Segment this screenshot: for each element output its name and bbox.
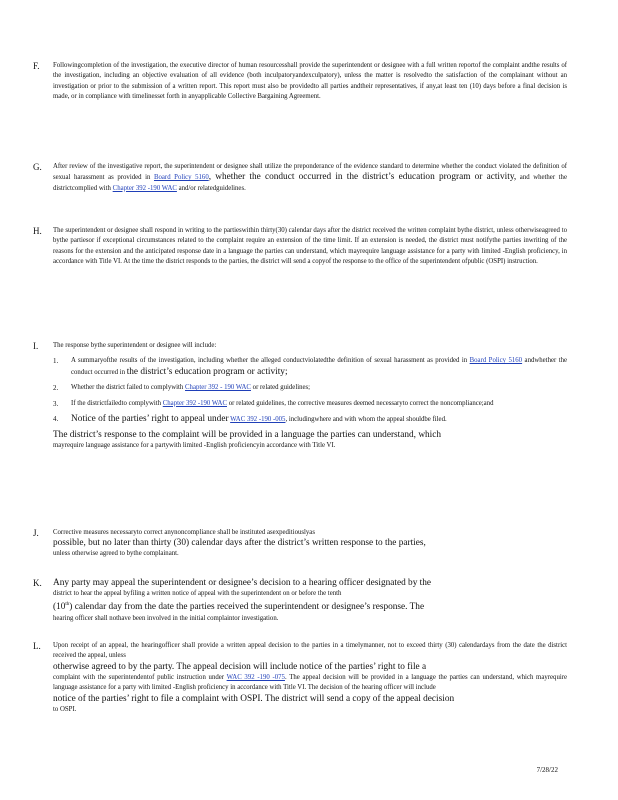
section-g-text-1: After review of the investigative report, the superintendent or designee shall utilize the preponderance of the evidence standard to determine whether the conduct violated the definition of sexual harassment as provided in bbox=[53, 163, 567, 182]
section-f bbox=[33, 61, 567, 103]
section-l-text-5: notice of the parties’ right to file a complaint with OSPI. The district will send a copy of the appeal decision bbox=[53, 693, 455, 704]
section-l-text-6: to OSPI. bbox=[53, 705, 77, 713]
section-i-item-2 bbox=[53, 383, 567, 393]
section-h-text: The superintendent or designee shall respond in writing to the partieswithin thirty(30) calendar days after the district received the written complaint bythe district, unless otherwiseagreed to bythe partiesor if exceptional circumstances related to the complaint require an extension of the time limit. If an extension is needed, the district must notifythe parties inwriting of the reasons for the extension and the anticipated response date in a language the parties can understand, which mayrequire language assistance for a party with limited -English proficiency, in accordance with Title VI. At the time the district responds to the parties, the district will send a copyof the response to the office of the superintendent ofpublic (OSPI) instruction. bbox=[53, 227, 567, 266]
section-i-letter: I. bbox=[33, 341, 39, 351]
section-i-item-1 bbox=[53, 356, 567, 378]
section-k-text-3: (10th) calendar day from the date the parties received the superintendent or designee’s response. The bbox=[53, 602, 425, 613]
board-policy-5160-link[interactable]: Board Policy 5160 bbox=[153, 174, 209, 182]
section-l-text-2: otherwise agreed to by the party. The appeal decision will include notice of the parties’ right to file a bbox=[53, 661, 427, 672]
item-2-text-1: Whether the district failed to complywith bbox=[71, 384, 184, 392]
section-l-text-3: complaint with the superintendentof public instruction under WAC 392 -190 -075. The appeal decision will be provided in a language the parties can understand, which mayrequire language assistance for a party with limited -English proficiency in accordance with Title VI. The decision of the hearing officer will include bbox=[53, 673, 568, 692]
item-1-text-2: andwhether the conduct occurred in bbox=[71, 357, 567, 376]
section-f-text: Followingcompletion of the investigation, the executive director of human resourcesshall provide the superintendent or designee with a full written reportof the complaint andthe results of the investigation, including an objective evaluation of all evidence (both inculpatoryandexculpatory), unless the matter is resolvedto the satisfaction of the complainant without an investigation or prior to the submission of a written report. This report must also be providedto all parties andtheir representatives, if any,at least ten (10) days before a final decision is made, or in compliance with timelinesset forth in anyapplicable Collective Bargaining Agreement. bbox=[53, 62, 567, 101]
section-j-text-3: unless otherwise agreed to bythe complainant. bbox=[53, 550, 179, 558]
item-3-chapter-link[interactable]: Chapter 392 -190 WAC bbox=[162, 399, 227, 407]
section-g-text-4: and/or relatedguidelines. bbox=[178, 184, 246, 192]
section-i-item-3 bbox=[53, 399, 567, 409]
section-l-letter: L. bbox=[33, 641, 41, 651]
item-4-text-1: Notice of the parties’ right to appeal under bbox=[71, 414, 229, 425]
item-3-number: 3. bbox=[53, 399, 59, 408]
section-g-text-3: and whether the districtcomplied with bbox=[53, 174, 567, 192]
section-i bbox=[33, 341, 567, 452]
section-i-closing-2: mayrequire language assistance for a partywith limited -English proficiencyin accordance with Title VI. bbox=[53, 442, 336, 450]
item-2-text-2: or related guidelines; bbox=[252, 384, 311, 392]
footer-date: 7/28/22 bbox=[536, 766, 558, 774]
item-2-chapter-link[interactable]: Chapter 392 - 190 WAC bbox=[185, 384, 251, 392]
section-j-text-2: possible, but no later than thirty (30) calendar days after the district’s written response to the parties, bbox=[53, 538, 426, 549]
section-i-item-4 bbox=[53, 414, 567, 425]
item-4-wac-link[interactable]: WAC 392 -190 -005 bbox=[230, 416, 286, 424]
section-l bbox=[33, 641, 567, 715]
section-g-text-2: , whether the conduct occurred in the district’s education program or activity, bbox=[208, 172, 517, 183]
item-1-text-1: A summaryofthe results of the investigation, including whether the alleged conductviolatedthe definition of sexual harassment as provided in bbox=[71, 357, 468, 365]
item-4-text-2: , includingwhere and with whom the appeal shouldbe filed. bbox=[285, 416, 447, 424]
chapter-392-190-wac-link[interactable]: Chapter 392 -190 WAC bbox=[112, 184, 177, 192]
item-2-number: 2. bbox=[53, 384, 59, 393]
item-4-number: 4. bbox=[53, 415, 59, 424]
item-1-board-policy-link[interactable]: Board Policy 5160 bbox=[469, 357, 523, 365]
wac-392-190-075-link[interactable]: WAC 392 -190 -075 bbox=[226, 673, 285, 681]
section-i-body bbox=[53, 341, 567, 452]
section-f-letter: F. bbox=[33, 61, 40, 71]
section-l-body bbox=[53, 641, 567, 715]
section-j bbox=[33, 528, 567, 560]
section-g-letter: G. bbox=[33, 162, 42, 172]
section-i-closing bbox=[53, 430, 567, 451]
item-1-text-3: the district’s education program or activity; bbox=[126, 366, 288, 377]
section-k-letter: K. bbox=[33, 578, 42, 588]
section-k-text-5: hearing officer shall nothave been involved in the initial complaintor investigation. bbox=[53, 614, 279, 622]
ordinal-superscript: th bbox=[65, 602, 70, 608]
section-g bbox=[33, 162, 567, 194]
section-l-text-1: Upon receipt of an appeal, the hearingofficer shall provide a written appeal decision to the parties in a timelymanner, not to exceed thirty (30) calendardays from the date the district received the appeal, unless bbox=[53, 642, 567, 660]
section-i-closing-1: The district’s response to the complaint will be provided in a language the parties can understand, which bbox=[53, 430, 442, 441]
item-3-text-2: or related guidelines, the corrective measures deemed necessaryto correct the noncompliance;and bbox=[228, 399, 494, 407]
section-j-letter: J. bbox=[33, 528, 39, 538]
section-h-letter: H. bbox=[33, 226, 42, 236]
section-k-text-2: district to hear the appeal byfiling a written notice of appeal with the superintendent on or before the tenth bbox=[53, 590, 342, 597]
section-k bbox=[33, 578, 567, 624]
item-3-text-1: If the districtfailedto complywith bbox=[71, 399, 162, 407]
section-j-body bbox=[53, 528, 567, 560]
section-g-text bbox=[53, 162, 567, 194]
section-k-text-1: Any party may appeal the superintendent or designee’s decision to a hearing officer designated by the bbox=[53, 578, 432, 588]
section-i-intro: The response bythe superintendent or designee will include: bbox=[53, 342, 217, 349]
section-k-body bbox=[53, 578, 567, 624]
section-h bbox=[33, 226, 567, 268]
section-j-text-1: Corrective measures necessaryto correct anynoncompliance shall be instituted asexpeditiouslyas bbox=[53, 529, 315, 536]
item-1-number: 1. bbox=[53, 357, 59, 366]
